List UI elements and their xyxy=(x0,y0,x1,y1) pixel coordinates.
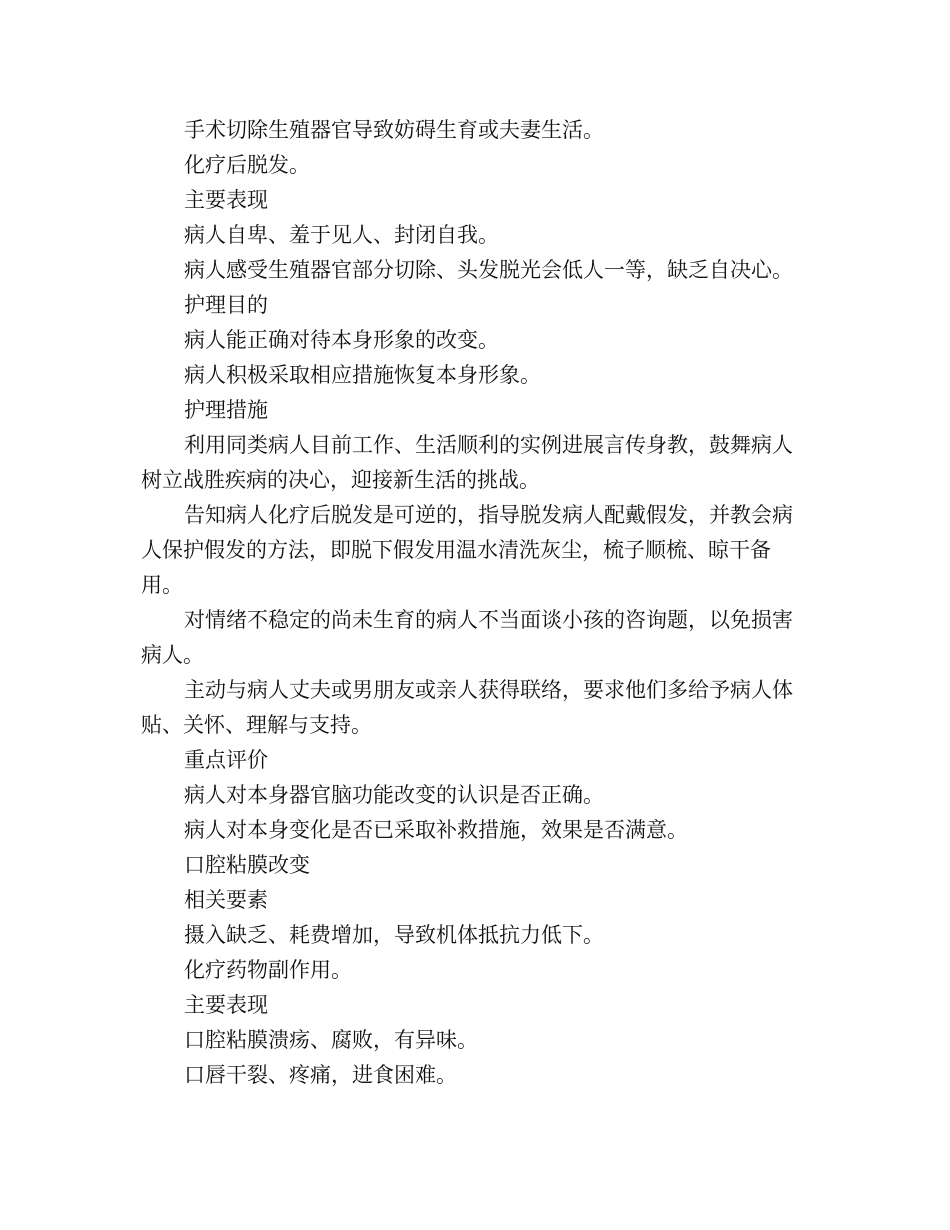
paragraph: 利用同类病人目前工作、生活顺利的实例进展言传身教，鼓舞病人树立战胜疾病的决心，迎接新生活的挑战。 xyxy=(141,433,793,492)
paragraph: 对情绪不稳定的尚未生育的病人不当面谈小孩的咨询题，以免损害病人。 xyxy=(141,608,793,667)
paragraph: 病人能正确对待本身形象的改变。 xyxy=(184,328,499,352)
section-heading: 口腔粘膜改变 xyxy=(184,853,310,877)
paragraph: 病人对本身器官脑功能改变的认识是否正确。 xyxy=(184,783,604,807)
paragraph: 口唇干裂、疼痛，进食困难。 xyxy=(184,1063,457,1087)
section-heading: 护理目的 xyxy=(184,293,268,317)
paragraph: 手术切除生殖器官导致妨碍生育或夫妻生活。 xyxy=(184,118,604,142)
paragraph: 病人感受生殖器官部分切除、头发脱光会低人一等，缺乏自决心。 xyxy=(184,258,793,282)
paragraph: 化疗药物副作用。 xyxy=(184,958,352,982)
section-heading: 相关要素 xyxy=(184,888,268,912)
paragraph: 病人对本身变化是否已采取补救措施，效果是否满意。 xyxy=(184,818,688,842)
paragraph: 摄入缺乏、耗费增加，导致机体抵抗力低下。 xyxy=(184,923,604,947)
section-heading: 主要表现 xyxy=(184,188,268,212)
section-heading: 护理措施 xyxy=(184,398,268,422)
paragraph: 主动与病人丈夫或男朋友或亲人获得联络，要求他们多给予病人体贴、关怀、理解与支持。 xyxy=(141,678,793,737)
paragraph: 告知病人化疗后脱发是可逆的，指导脱发病人配戴假发，并教会病人保护假发的方法，即脱下假发用温水清洗灰尘，梳子顺梳、晾干备用。 xyxy=(141,503,793,597)
document-body xyxy=(141,113,811,1093)
paragraph: 病人自卑、羞于见人、封闭自我。 xyxy=(184,223,499,247)
paragraph: 口腔粘膜溃疡、腐败，有异味。 xyxy=(184,1028,478,1052)
paragraph: 病人积极采取相应措施恢复本身形象。 xyxy=(184,363,541,387)
paragraph: 化疗后脱发。 xyxy=(184,153,310,177)
section-heading: 重点评价 xyxy=(184,748,268,772)
section-heading: 主要表现 xyxy=(184,993,268,1017)
